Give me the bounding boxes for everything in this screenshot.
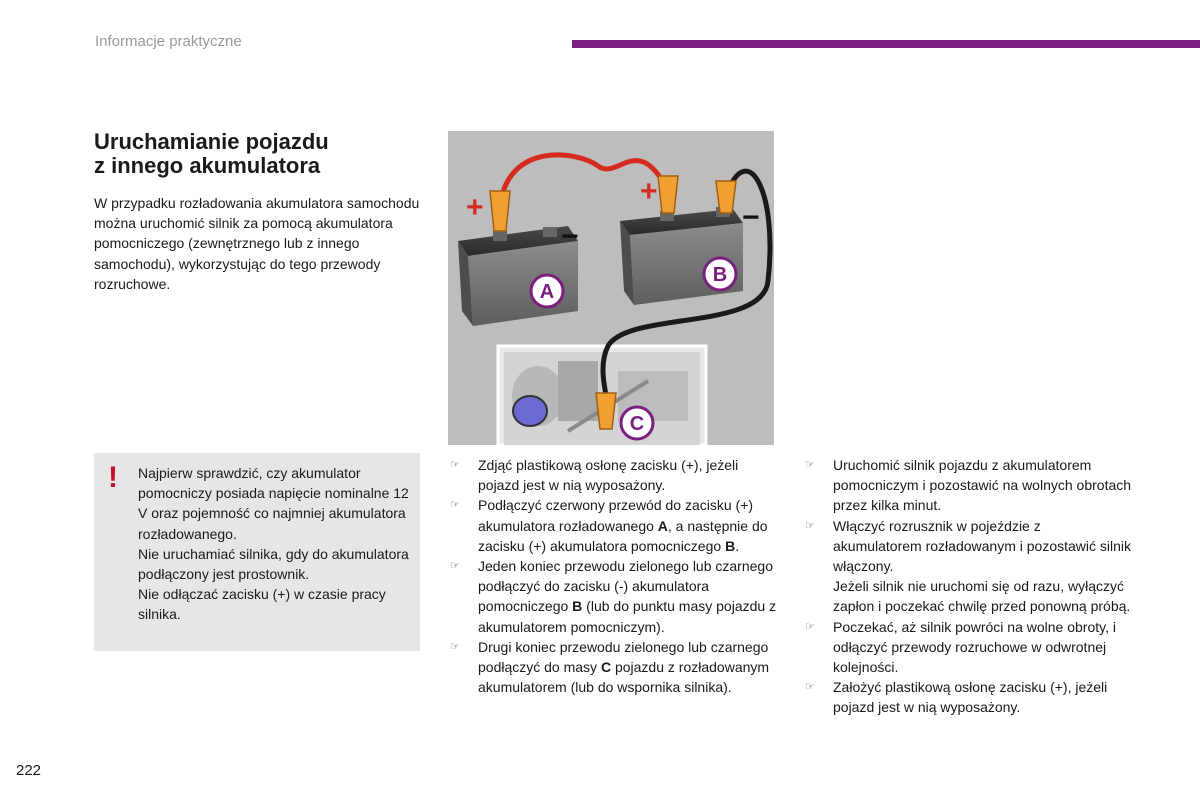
warning-icon: ! — [108, 461, 118, 494]
label-a: A — [539, 281, 555, 303]
jump-start-diagram — [448, 131, 774, 445]
step-item: ☞ Włączyć rozrusznik w pojeździe z akumulatorem rozładowanym i pozostawić silnik włączony. Jeżeli silnik nie uruchomi się od razu, wyłączyć zapłon i poczekać chwilę przed ponowną próbą. — [805, 517, 1132, 615]
steps-column-left — [448, 455, 778, 697]
step-item: ☞ Założyć plastikową osłonę zacisku (+), jeżeli pojazd jest w nią wyposażony. — [805, 679, 1108, 716]
intro-paragraph: W przypadku rozładowania akumulatora samochodu można uruchomić silnik za pomocą akumulatora pomocniczego (zewnętrznego lub z innego samochodu), wykorzystując do tego przewody rozruchowe. — [94, 195, 420, 292]
pointing-hand-icon: ☞ — [805, 519, 815, 532]
header-title: Informacje praktyczne — [95, 33, 242, 50]
plus-sign-a: + — [466, 191, 484, 224]
warning-text — [138, 463, 418, 625]
step-item: ☞ Poczekać, aż silnik powróci na wolne obroty, i odłączyć przewody rozruchowe w odwrotnej kolejności. — [805, 618, 1116, 676]
header-accent-bar — [572, 40, 1200, 48]
label-c: C — [629, 413, 645, 435]
diagram-svg — [448, 131, 774, 445]
minus-sign-b: − — [742, 201, 760, 234]
battery-a — [458, 226, 578, 326]
pointing-hand-icon: ☞ — [805, 459, 815, 471]
clamp-a-positive — [490, 191, 510, 231]
clamp-b-negative — [716, 181, 736, 213]
warning-box — [94, 453, 420, 651]
plus-sign-b: + — [640, 175, 658, 208]
warning-paragraph: Nie odłączać zacisku (+) w czasie pracy silnika. — [138, 586, 386, 623]
page-number: 222 — [16, 762, 42, 779]
label-b-badge — [704, 258, 736, 290]
minus-sign-a: − — [561, 220, 579, 253]
steps-column-right — [803, 455, 1133, 718]
step-item: ☞ Jeden koniec przewodu zielonego lub czarnego podłączyć do zacisku (-) akumulatora pomocniczego B (lub do punktu masy pojazdu z akumulatorem pomocniczym). — [450, 558, 777, 635]
pointing-hand-icon: ☞ — [805, 681, 815, 694]
step-item: ☞ Zdjąć plastikową osłonę zacisku (+), jeżeli pojazd jest w nią wyposażony. — [450, 457, 739, 494]
section-title-line2: z innego akumulatora — [94, 153, 321, 178]
section-title-line1: Uruchamianie pojazdu — [94, 129, 329, 154]
clamp-b-positive — [658, 176, 678, 213]
label-b: B — [712, 264, 728, 286]
pointing-hand-icon: ☞ — [805, 620, 815, 633]
step-item: ☞ Drugi koniec przewodu zielonego lub czarnego podłączyć do masy C pojazdu z rozładowanym akumulatorem (lub do wspornika silnika). — [450, 638, 770, 696]
pointing-hand-icon: ☞ — [450, 499, 460, 512]
step-item: ☞ Uruchomić silnik pojazdu z akumulatorem pomocniczym i pozostawić na wolnych obrotach przez kilka minut. — [805, 457, 1132, 514]
step-item: ☞ Podłączyć czerwony przewód do zacisku (+) akumulatora rozładowanego A, a następnie do zacisku (+) akumulatora pomocniczego B. — [450, 497, 768, 554]
label-a-badge — [531, 275, 563, 307]
pointing-hand-icon: ☞ — [450, 459, 460, 471]
pointing-hand-icon: ☞ — [450, 560, 460, 573]
label-c-badge — [621, 407, 653, 439]
warning-paragraph: Najpierw sprawdzić, czy akumulator pomocniczy posiada napięcie nominalne 12 V oraz pojemność co najmniej akumulatora rozładowanego. — [138, 465, 409, 542]
warning-paragraph: Nie uruchamiać silnika, gdy do akumulatora podłączony jest prostownik. — [138, 545, 409, 583]
pointing-hand-icon: ☞ — [450, 640, 460, 653]
section-title — [94, 130, 329, 178]
clamp-c-ground — [596, 393, 616, 429]
